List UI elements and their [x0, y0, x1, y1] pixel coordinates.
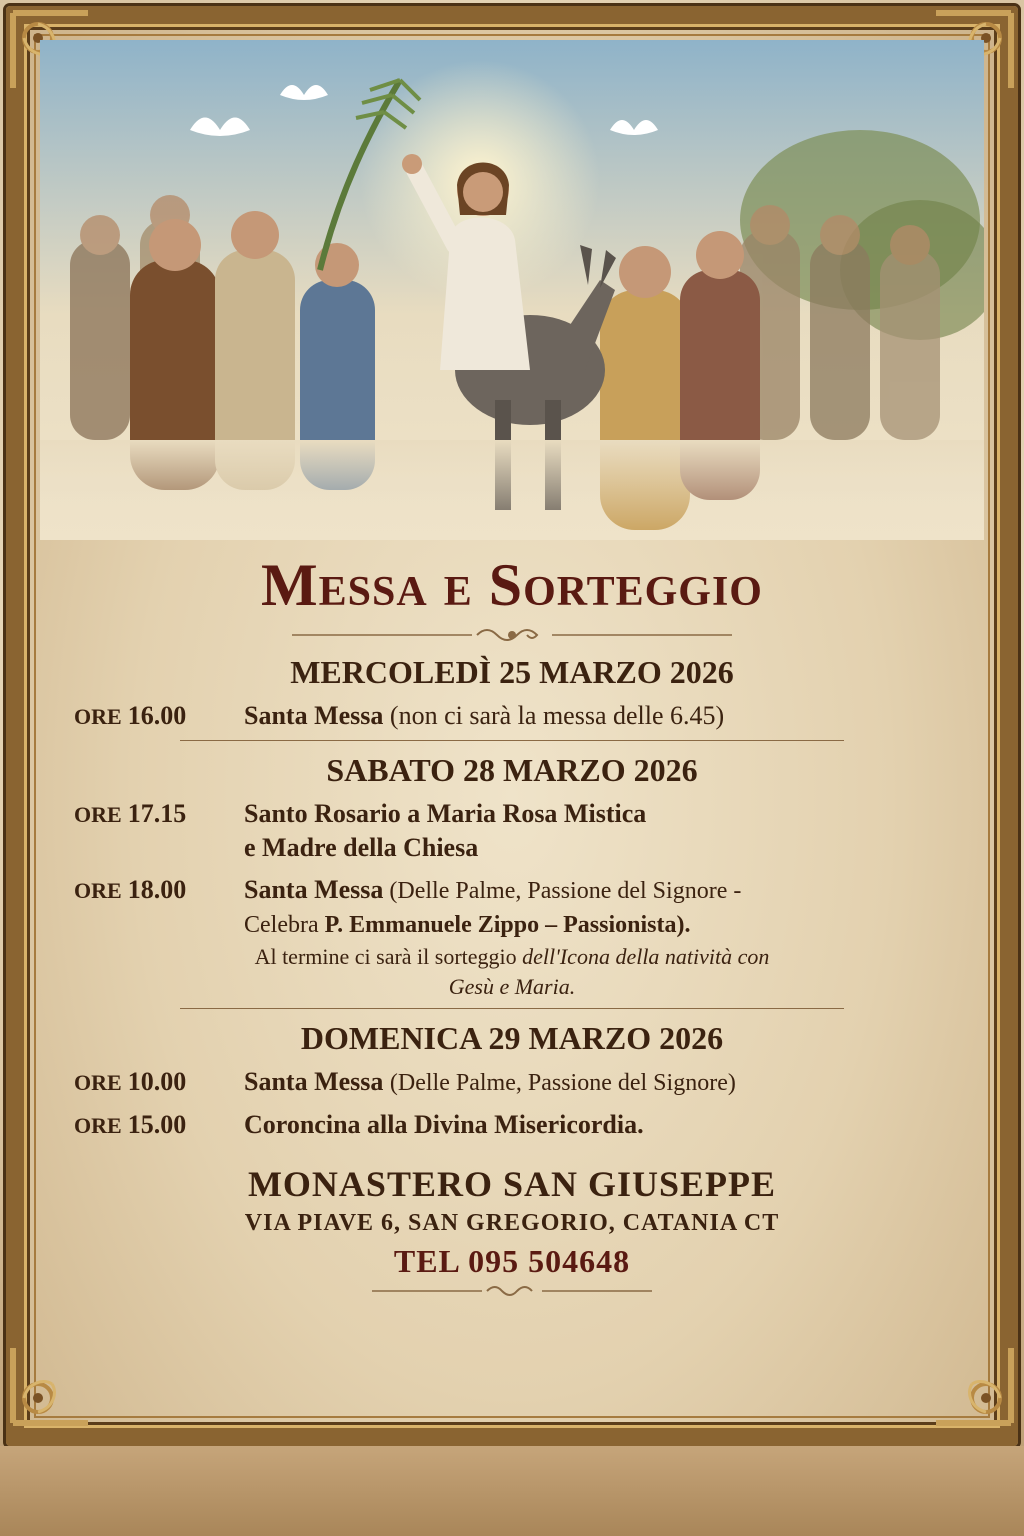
event-description: [244, 797, 646, 865]
event-description: [244, 873, 741, 942]
event-time: [60, 1108, 244, 1143]
divider-line: [180, 740, 844, 741]
venue-name: MONASTERO SAN GIUSEPPE: [247, 1164, 777, 1204]
palm-sunday-illustration: [40, 40, 984, 540]
celebrant-name: P. Emmanuele Zippo – Passionista).: [324, 912, 691, 938]
event-title: Santa Messa: [244, 875, 384, 904]
schedule-content: [60, 545, 964, 1299]
flourish-divider-icon: [292, 627, 732, 643]
event-extra: (Delle Palme, Passione del Signore): [389, 1070, 736, 1096]
ore-label: ORE: [74, 802, 122, 827]
corner-ornament-icon: [8, 1338, 98, 1428]
event-description: [244, 1108, 644, 1142]
ore-label: ORE: [74, 878, 122, 903]
ore-label: ORE: [74, 1070, 122, 1095]
event-description: [244, 1065, 736, 1100]
corner-ornament-icon: [926, 1338, 1016, 1428]
event-time: [60, 797, 244, 832]
event-title: Santa Messa: [244, 701, 384, 730]
day-heading: MERCOLEDÌ 25 MARZO 2026: [290, 654, 734, 690]
event-row: [60, 1108, 964, 1143]
time-value: 18.00: [127, 875, 187, 904]
event-time: [60, 699, 244, 734]
ore-label: ORE: [74, 1113, 122, 1138]
event-title: Santa Messa: [244, 1067, 384, 1096]
note-italic: Gesù e Maria.: [448, 974, 576, 999]
note-text: Al termine ci sarà il sorteggio: [254, 944, 517, 969]
raffle-note: [120, 942, 904, 1002]
event-row: [60, 699, 964, 734]
event-title: Santo Rosario a Maria Rosa Mistica: [244, 799, 647, 828]
poster-title: Messa e Sorteggio: [261, 552, 763, 618]
day-heading: SABATO 28 MARZO 2026: [326, 752, 698, 788]
celebrant-label: Celebra: [244, 912, 319, 938]
bottom-band: [0, 1446, 1024, 1536]
event-title-cont: e Madre della Chiesa: [244, 833, 479, 862]
ore-label: ORE: [74, 704, 122, 729]
event-row: [60, 873, 964, 942]
day-heading: DOMENICA 29 MARZO 2026: [300, 1020, 724, 1056]
event-row: [60, 1065, 964, 1100]
event-extra: (non ci sarà la messa delle 6.45): [389, 701, 725, 730]
event-extra: (Delle Palme, Passione del Signore -: [389, 878, 742, 904]
event-description: [244, 699, 724, 733]
event-row: [60, 797, 964, 865]
divider-line: [180, 1008, 844, 1009]
event-time: [60, 873, 244, 908]
venue-phone: TEL 095 504648: [393, 1243, 631, 1279]
time-value: 16.00: [127, 701, 187, 730]
flourish-divider-icon: [372, 1283, 652, 1299]
time-value: 17.15: [127, 799, 187, 828]
event-time: [60, 1065, 244, 1100]
note-italic: dell'Icona della natività con: [522, 944, 770, 969]
event-title: Coroncina alla Divina Misericordia.: [244, 1110, 644, 1139]
time-value: 10.00: [127, 1067, 187, 1096]
venue-address: VIA PIAVE 6, SAN GREGORIO, CATANIA CT: [244, 1210, 780, 1236]
time-value: 15.00: [127, 1110, 187, 1139]
